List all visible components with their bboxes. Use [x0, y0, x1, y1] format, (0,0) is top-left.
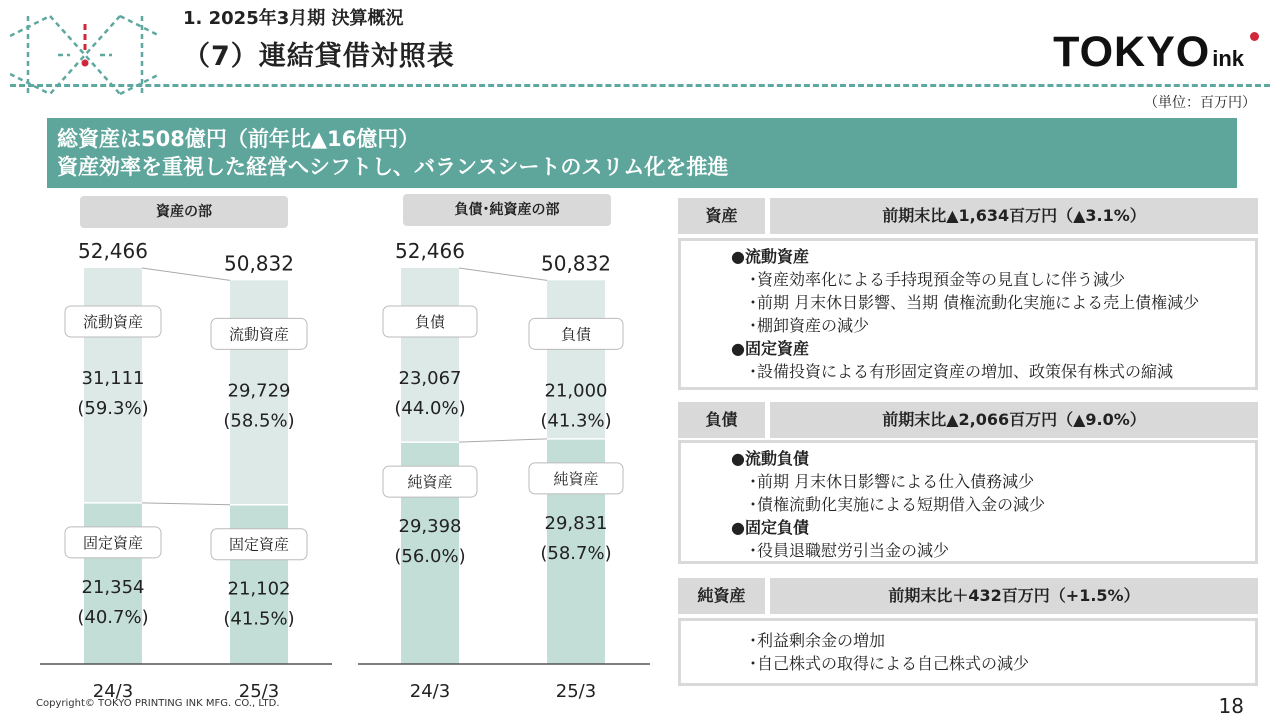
detail-item: ･債権流動化実施による短期借入金の減少: [749, 495, 1046, 514]
series-label-1-1-lower: 純資産: [553, 469, 599, 488]
value-label-0-0-upper: 31,111: [81, 368, 145, 390]
connector-top-1: [459, 268, 547, 280]
section-label: 1. 2025年3月期 決算概況: [183, 8, 404, 29]
value-label-1-1-lower: 29,831: [544, 512, 608, 534]
detail-item: ･自己株式の取得による自己株式の減少: [749, 654, 1030, 673]
series-label-0-1-lower: 固定資産: [228, 535, 290, 554]
total-label-0-0: 52,466: [78, 239, 148, 264]
series-label-0-1-upper: 流動資産: [228, 325, 290, 344]
logo-dot-icon: [1250, 32, 1259, 41]
detail-box-1: [678, 440, 1258, 564]
detail-item: ･棚卸資産の減少: [749, 316, 870, 335]
pct-label-0-0-lower: (40.7%): [77, 606, 149, 628]
detail-item: ･前期 月末休日影響による仕入債務減少: [749, 472, 1035, 491]
company-logo: [1053, 28, 1244, 77]
category-label-1-0: 24/3: [409, 681, 451, 702]
value-label-1-0-lower: 29,398: [398, 516, 462, 538]
value-label-0-1-lower: 21,102: [227, 578, 291, 600]
value-label-1-0-upper: 23,067: [398, 368, 462, 390]
liabilities-chart-title: 負債･純資産の部: [403, 194, 611, 226]
pct-label-1-0-upper: (44.0%): [394, 398, 466, 420]
assets-chart-title: 資産の部: [80, 196, 288, 228]
total-label-1-1: 50,832: [541, 251, 611, 276]
detail-summary-1: 前期末比▲2,066百万円（▲9.0%）: [770, 402, 1258, 438]
connector-split-0: [142, 503, 230, 505]
total-label-0-1: 50,832: [224, 251, 294, 276]
category-label-1-1: 25/3: [555, 681, 597, 702]
pct-label-1-0-lower: (56.0%): [394, 546, 466, 568]
category-label-0-0: 24/3: [92, 681, 134, 702]
page-number: 18: [1218, 694, 1244, 718]
pct-label-0-1-upper: (58.5%): [223, 410, 295, 432]
pct-label-0-1-lower: (41.5%): [223, 608, 295, 630]
detail-heading: ●固定負債: [731, 518, 809, 537]
total-label-1-0: 52,466: [395, 239, 465, 264]
detail-box-0: [678, 238, 1258, 390]
detail-heading: ●固定資産: [731, 339, 809, 358]
detail-item: ･設備投資による有形固定資産の増加、政策保有株式の縮減: [749, 362, 1174, 381]
series-label-1-0-lower: 純資産: [407, 473, 453, 492]
connector-top-0: [142, 268, 230, 280]
detail-heading: ●流動負債: [731, 449, 809, 468]
detail-heading: ●流動資産: [731, 247, 809, 266]
value-label-1-1-upper: 21,000: [544, 380, 608, 402]
copyright: Copyright© TOKYO PRINTING INK MFG. CO., LTD.: [36, 698, 280, 709]
series-label-0-0-upper: 流動資産: [82, 313, 144, 332]
category-label-0-1: 25/3: [238, 681, 280, 702]
detail-label-0: 資産: [678, 198, 765, 234]
page-title: （7）連結貸借対照表: [183, 41, 455, 72]
logo-main-text: TOKYO: [1053, 28, 1211, 76]
series-label-1-1-upper: 負債: [560, 325, 592, 344]
value-label-0-0-lower: 21,354: [81, 576, 145, 598]
series-label-1-0-upper: 負債: [414, 313, 446, 332]
value-label-0-1-upper: 29,729: [227, 380, 291, 402]
pct-label-1-1-lower: (58.7%): [540, 542, 612, 564]
banner-line-2: 資産効率を重視した経営へシフトし、バランスシートのスリム化を推進: [57, 155, 729, 179]
detail-box-2: [678, 618, 1258, 686]
detail-item: ･役員退職慰労引当金の減少: [749, 541, 950, 560]
pct-label-0-0-upper: (59.3%): [77, 398, 149, 420]
connector-split-1: [459, 439, 547, 442]
series-label-0-0-lower: 固定資産: [82, 533, 144, 552]
detail-summary-0: 前期末比▲1,634百万円（▲3.1%）: [770, 198, 1258, 234]
detail-item: ･前期 月末休日影響、当期 債権流動化実施による売上債権減少: [749, 293, 1200, 312]
detail-summary-2: 前期末比＋432百万円（+1.5%）: [770, 578, 1258, 614]
pct-label-1-1-upper: (41.3%): [540, 410, 612, 432]
detail-item: ･利益剰余金の増加: [749, 631, 886, 650]
unit-label: （単位：百万円）: [1144, 95, 1256, 111]
banner-line-1: 総資産は508億円（前年比▲16億円）: [57, 127, 420, 151]
logo-sub-text: ink: [1212, 46, 1244, 71]
detail-label-1: 負債: [678, 402, 765, 438]
detail-item: ･資産効率化による手持現預金等の見直しに伴う減少: [749, 270, 1126, 289]
detail-label-2: 純資産: [678, 578, 765, 614]
